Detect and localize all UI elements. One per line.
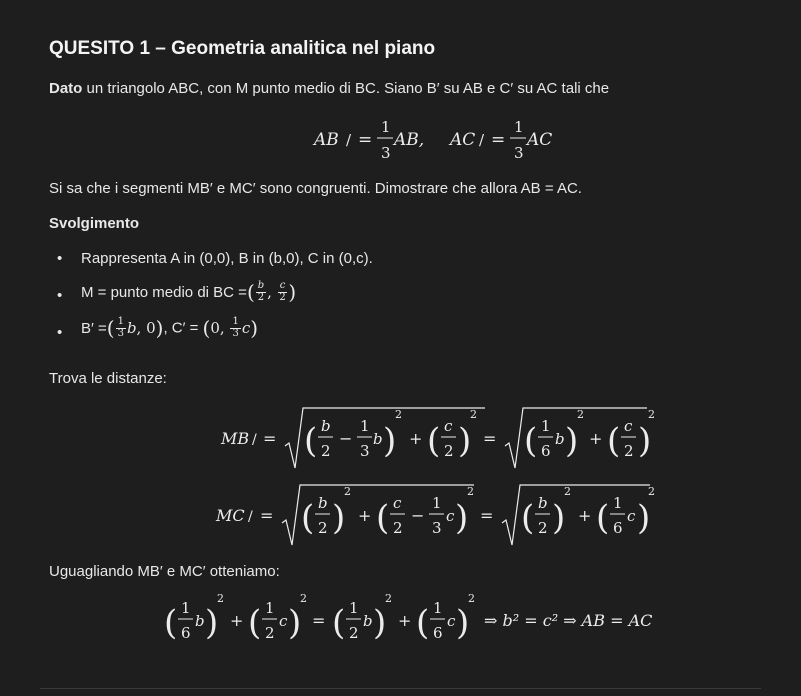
eq-frac-num: 1 — [381, 118, 391, 136]
paren-close: ) — [332, 498, 346, 538]
equals: = — [312, 611, 326, 630]
bullet-item-2-text: M = punto medio di BC = — [81, 283, 247, 301]
mc-equals: = — [260, 506, 274, 525]
statement-paragraph: Si sa che i segmenti MB′ e MC′ sono congruenti. Dimostrare che allora AB = AC. — [49, 180, 582, 197]
paren-close: ) — [288, 603, 302, 643]
paren-open: ( — [304, 421, 318, 461]
frac-2: 2 — [624, 442, 634, 460]
frac-1: 1 — [349, 599, 359, 617]
eq-ac-prime: AC — [450, 130, 476, 150]
paren-open: ( — [521, 498, 535, 538]
eq-ac: AC — [527, 130, 553, 150]
frac-2: 2 — [349, 624, 359, 642]
bullet-dot-2: • — [57, 287, 63, 304]
bullet-item-1: Rappresenta A in (0,0), B in (b,0), C in (0,c). — [81, 250, 373, 267]
bottom-divider — [40, 688, 761, 689]
exp-2: 2 — [648, 485, 655, 498]
minus: − — [411, 506, 425, 525]
eq-equals-2: = — [491, 130, 506, 150]
paren-open: ( — [524, 421, 538, 461]
intro-paragraph — [49, 80, 609, 97]
bp-zero: 0 — [146, 319, 156, 337]
plus: + — [409, 429, 423, 448]
exp-2: 2 — [564, 485, 571, 498]
frac-3: 3 — [360, 442, 370, 460]
frac-2: 2 — [393, 519, 403, 537]
paren-close: ) — [455, 498, 469, 538]
frac-6: 6 — [541, 442, 551, 460]
bullet-item-3: B′ =( $\frac{1}{3}$ b, 0), C′ = (0, $\frac{1}{3}$ c) — [81, 316, 259, 340]
mc-prime: / — [248, 509, 253, 525]
frac-b: b — [538, 494, 548, 512]
var-c: c — [447, 612, 456, 630]
var-c: c — [627, 507, 636, 525]
paren-close: ) — [458, 421, 472, 461]
frac-1: 1 — [613, 494, 623, 512]
frac-b: b — [318, 494, 328, 512]
frac-6: 6 — [181, 624, 191, 642]
m-frac-b: b — [257, 280, 265, 291]
cp-c: c — [241, 319, 251, 337]
distances-intro: Trova le distanze: — [49, 370, 167, 387]
eq-frac-den: 3 — [381, 144, 391, 162]
frac-2: 2 — [265, 624, 275, 642]
equals: = — [480, 506, 494, 525]
paren-close: ) — [637, 498, 651, 538]
frac-6: 6 — [613, 519, 623, 537]
paren-close: ) — [552, 498, 566, 538]
paren-close: ) — [565, 421, 579, 461]
paren-close: ) — [373, 603, 387, 643]
m-frac-c: c — [279, 280, 286, 291]
frac-1: 1 — [541, 417, 551, 435]
frac-b: b — [321, 417, 331, 435]
paren-open: ( — [607, 421, 621, 461]
mb-prime: / — [252, 432, 257, 448]
plus: + — [230, 611, 244, 630]
final-conclusion: ⇒ b² = c² ⇒ AB = AC — [484, 611, 653, 630]
frac-c: c — [393, 494, 402, 512]
paren-close: ) — [456, 603, 470, 643]
frac-2: 2 — [444, 442, 454, 460]
frac-3: 3 — [432, 519, 442, 537]
mb-label: MB — [221, 429, 250, 448]
frac-2: 2 — [538, 519, 548, 537]
frac-1: 1 — [265, 599, 275, 617]
frac-6: 6 — [433, 624, 443, 642]
final-equation — [160, 590, 700, 658]
m-frac-2a: 2 — [257, 291, 265, 303]
paren-close: ) — [383, 421, 397, 461]
conclusion-intro: Uguagliando MB′ e MC′ otteniamo: — [49, 563, 280, 580]
bullet-dot-1: • — [57, 250, 63, 267]
cp-frac-3: 3 — [232, 327, 239, 339]
var-b: b — [363, 612, 373, 630]
section-title: Svolgimento — [49, 215, 140, 232]
equals: = — [483, 429, 497, 448]
bp-b: b — [126, 319, 137, 337]
frac-2: 2 — [318, 519, 328, 537]
cp-label: , C′ = — [163, 319, 203, 337]
var-b: b — [555, 430, 565, 448]
cp-zero: 0 — [210, 319, 220, 337]
exp-2: 2 — [344, 485, 351, 498]
eq-ab-prime: AB — [314, 130, 339, 150]
frac-1: 1 — [181, 599, 191, 617]
frac-1: 1 — [432, 494, 442, 512]
paren-open: ( — [596, 498, 610, 538]
exp-2: 2 — [577, 408, 584, 421]
exp-2: 2 — [300, 592, 307, 605]
var-c: c — [279, 612, 288, 630]
mb-distance-equation — [215, 398, 655, 476]
exp-2: 2 — [217, 592, 224, 605]
paren-open: ( — [376, 498, 390, 538]
bullet-item-3-text: B′ = — [81, 319, 107, 337]
exp-2: 2 — [395, 408, 402, 421]
var-b: b — [373, 430, 383, 448]
page-title: QUESITO 1 – Geometria analitica nel piano — [49, 38, 436, 59]
exp-2: 2 — [385, 592, 392, 605]
frac-2: 2 — [321, 442, 331, 460]
intro-bold: Dato — [49, 80, 83, 97]
plus: + — [358, 506, 372, 525]
frac-c: c — [624, 417, 633, 435]
paren-open: ( — [164, 603, 178, 643]
paren-open: ( — [332, 603, 346, 643]
mc-label: MC — [216, 506, 245, 525]
eq-equals: = — [358, 130, 373, 150]
frac-c: c — [444, 417, 453, 435]
paren-open: ( — [248, 603, 262, 643]
cp-frac-1: 1 — [232, 316, 239, 327]
paren-close: ) — [638, 421, 652, 461]
frac-1: 1 — [360, 417, 370, 435]
plus: + — [589, 429, 603, 448]
mc-distance-equation — [210, 475, 660, 553]
bullet-item-2: M = punto medio di BC =( $\frac{b}{2}$ , $\frac{c}{2}$ ) — [81, 280, 297, 304]
paren-close: ) — [205, 603, 219, 643]
paren-open: ( — [301, 498, 315, 538]
mb-equals: = — [263, 429, 277, 448]
exp-2: 2 — [648, 408, 655, 421]
bp-frac-1: 1 — [117, 316, 124, 327]
exp-2: 2 — [467, 485, 474, 498]
paren-open: ( — [427, 421, 441, 461]
m-frac-2b: 2 — [279, 291, 286, 303]
eq-prime-2: / — [479, 131, 485, 149]
eq-ab: AB, — [394, 130, 425, 150]
eq-frac-num-2: 1 — [514, 118, 524, 136]
bullet-dot-3: • — [57, 324, 63, 341]
frac-1: 1 — [433, 599, 443, 617]
plus: + — [398, 611, 412, 630]
exp-2: 2 — [468, 592, 475, 605]
plus: + — [578, 506, 592, 525]
bp-frac-3: 3 — [117, 327, 124, 339]
exp-2: 2 — [470, 408, 477, 421]
eq-prime: / — [346, 131, 352, 149]
eq-frac-den-2: 3 — [514, 144, 524, 162]
minus: − — [339, 429, 353, 448]
given-equation — [300, 112, 570, 166]
var-b: b — [195, 612, 205, 630]
paren-open: ( — [416, 603, 430, 643]
intro-text: un triangolo ABC, con M punto medio di BC. Siano B′ su AB e C′ su AC tali che — [82, 80, 610, 97]
var-c: c — [446, 507, 455, 525]
